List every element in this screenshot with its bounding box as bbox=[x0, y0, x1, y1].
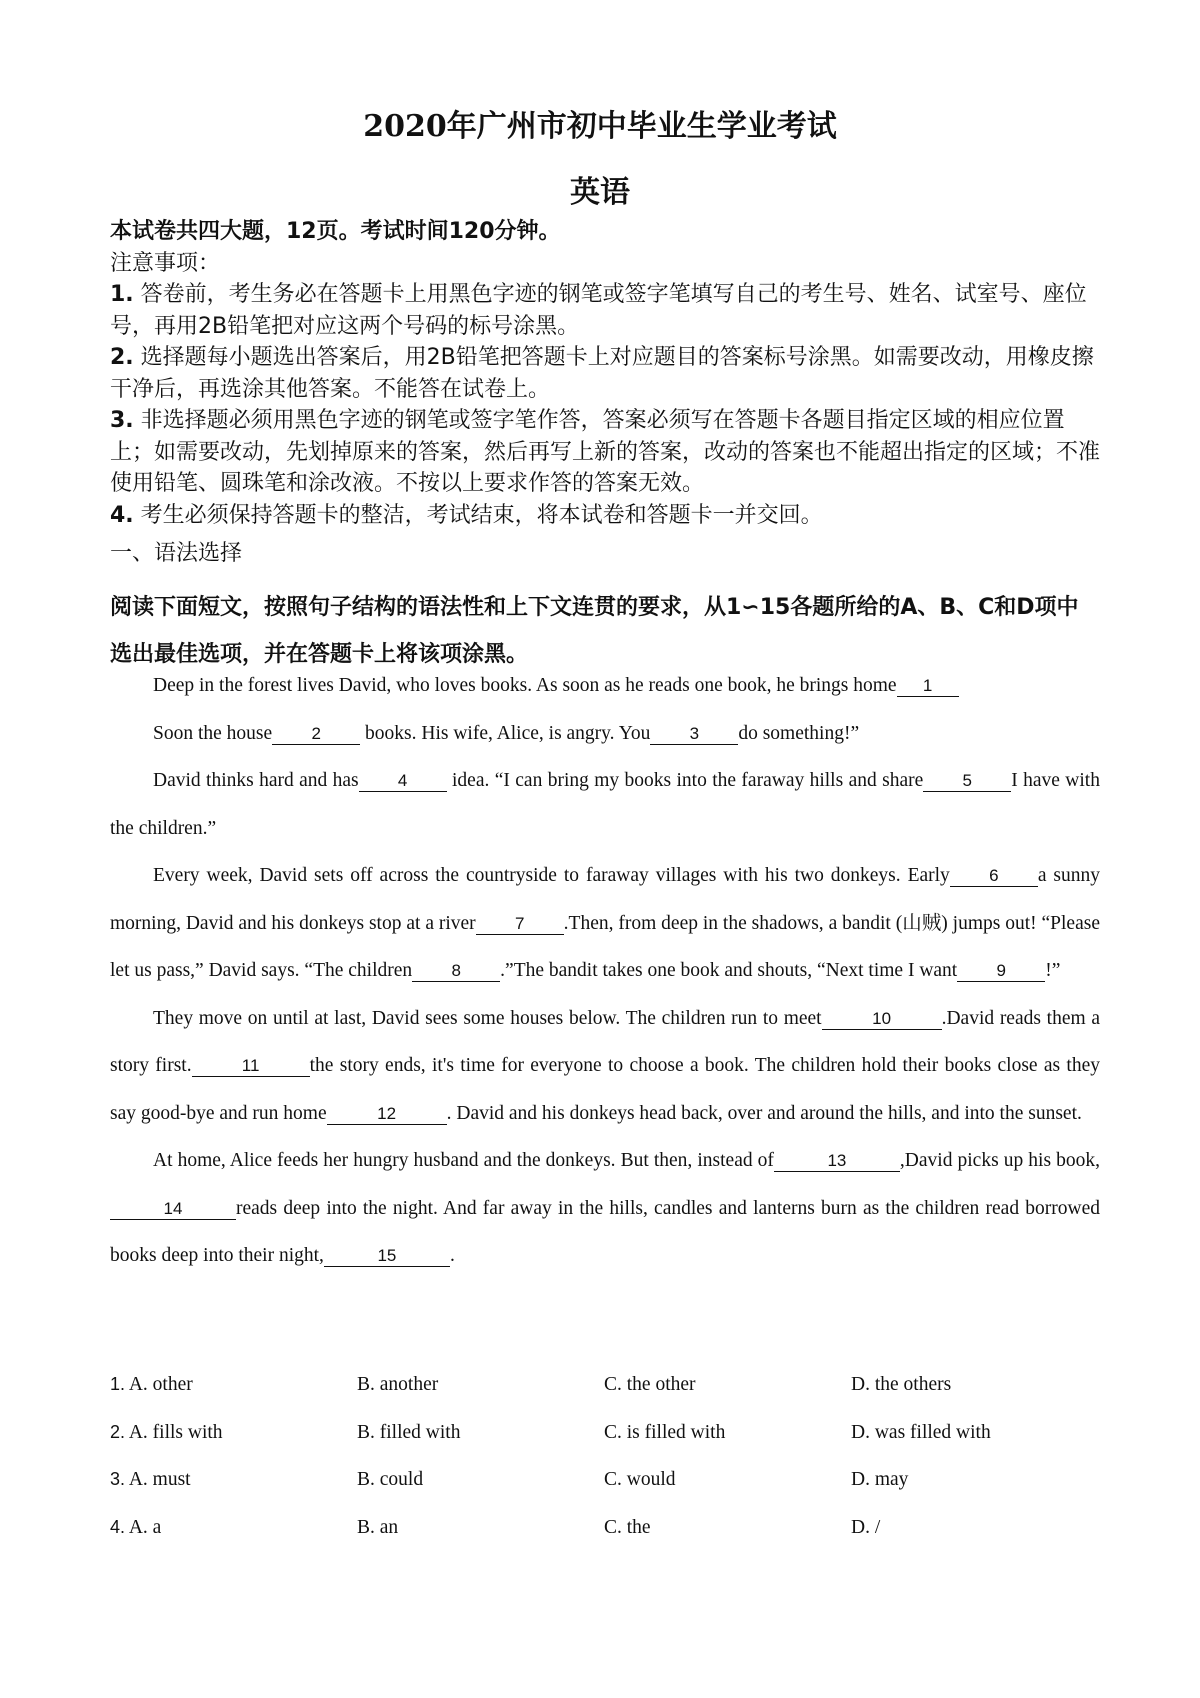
option-b: B. filled with bbox=[357, 1421, 461, 1443]
notice-item bbox=[110, 405, 1100, 500]
answer-blank: 14 bbox=[110, 1199, 236, 1220]
passage-text: do something!” bbox=[738, 722, 860, 744]
option-text: A. a bbox=[128, 1516, 162, 1538]
section-title: 一、语法选择 bbox=[110, 541, 243, 566]
answer-blank: 7 bbox=[476, 914, 564, 935]
option-a bbox=[110, 1469, 191, 1491]
passage-text: .”The bandit takes one book and shouts, “Next time I want bbox=[500, 960, 958, 981]
exam-subject: 英语 bbox=[570, 175, 630, 210]
notice-item bbox=[110, 279, 1100, 342]
answer-blank: 8 bbox=[412, 961, 500, 982]
notice-item-text: 考生必须保持答题卡的整洁，考试结束，将本试卷和答题卡一并交回。 bbox=[140, 502, 823, 528]
option-row bbox=[110, 1374, 1110, 1422]
passage-text: .Then, from deep in the shadows, a bandit (山贼) jumps out! “Please let us pass,” David says. “The children bbox=[110, 912, 1100, 981]
passage-text: idea. “I can bring my books into the faraway hills and share bbox=[446, 770, 924, 791]
answer-options bbox=[110, 1374, 1110, 1564]
answer-blank: 6 bbox=[950, 866, 1038, 887]
question-number: 3. bbox=[110, 1469, 126, 1489]
reading-passage bbox=[110, 662, 1100, 1280]
answer-blank: 4 bbox=[359, 771, 447, 792]
answer-blank: 5 bbox=[923, 771, 1011, 792]
passage-text: ,David picks up his book, bbox=[899, 1150, 1101, 1171]
option-c: C. the bbox=[604, 1516, 651, 1538]
notice-item-number: 1. bbox=[110, 282, 134, 307]
notice-label: 注意事项： bbox=[110, 250, 221, 276]
passage-text: . bbox=[449, 1245, 455, 1266]
option-row bbox=[110, 1469, 1110, 1517]
option-text: A. other bbox=[128, 1374, 193, 1395]
answer-blank: 13 bbox=[774, 1151, 900, 1172]
notice-item-number: 4. bbox=[110, 502, 134, 528]
option-text: A. must bbox=[128, 1469, 191, 1490]
answer-blank: 15 bbox=[324, 1246, 450, 1267]
notice-item bbox=[110, 500, 1100, 532]
answer-blank: 3 bbox=[650, 724, 738, 745]
passage-text: David thinks hard and has bbox=[153, 770, 359, 791]
passage-paragraph bbox=[110, 852, 1100, 995]
passage-paragraph bbox=[110, 995, 1100, 1138]
section-directions: 阅读下面短文，按照句子结构的语法性和上下文连贯的要求，从1∽15各题所给的A、B、C和D项中选出最佳选项，并在答题卡上将该项涂黑。 bbox=[110, 595, 1079, 667]
passage-text: At home, Alice feeds her hungry husband and the donkeys. But then, instead of bbox=[153, 1150, 774, 1171]
option-a bbox=[110, 1374, 193, 1396]
notice-item-text: 答卷前，考生务必在答题卡上用黑色字迹的钢笔或签字笔填写自己的考生号、姓名、试室号、座位号，再用2B铅笔把对应这两个号码的标号涂黑。 bbox=[110, 282, 1087, 339]
option-d: D. was filled with bbox=[851, 1421, 991, 1443]
question-number: 2. bbox=[110, 1421, 126, 1442]
passage-text: Every week, David sets off across the countryside to faraway villages with his two donkeys. Early bbox=[153, 865, 950, 886]
passage-text: reads deep into the night. And far away in the hills, candles and lanterns burn as the children read borrowed books deep into their night, bbox=[110, 1197, 1100, 1266]
option-d: D. may bbox=[851, 1469, 909, 1490]
option-a bbox=[110, 1422, 223, 1444]
instructions-intro: 本试卷共四大题，12页。考试时间120分钟。 bbox=[110, 219, 561, 244]
option-row bbox=[110, 1517, 1110, 1565]
option-d: D. the others bbox=[851, 1374, 952, 1395]
option-text: A. fills with bbox=[128, 1421, 223, 1443]
notice-item bbox=[110, 342, 1100, 405]
instructions bbox=[110, 216, 1100, 531]
question-number: 4. bbox=[110, 1516, 126, 1537]
passage-paragraph bbox=[110, 710, 1100, 758]
exam-title: 2020年广州市初中毕业生学业考试 bbox=[363, 109, 837, 144]
option-b: B. an bbox=[357, 1516, 399, 1538]
option-row bbox=[110, 1422, 1110, 1470]
passage-text: a sunny morning, David and his donkeys stop at a river bbox=[110, 865, 1100, 934]
passage-paragraph bbox=[110, 757, 1100, 852]
passage-text: Deep in the forest lives David, who loves books. As soon as he reads one book, he brings home bbox=[153, 675, 897, 696]
option-c: C. the other bbox=[604, 1374, 696, 1395]
passage-text: .David reads them a story first. bbox=[110, 1007, 1100, 1076]
answer-blank: 9 bbox=[957, 961, 1045, 982]
notice-item-text: 非选择题必须用黑色字迹的钢笔或签字笔作答，答案必须写在答题卡各题目指定区域的相应位置上；如需要改动，先划掉原来的答案，然后再写上新的答案，改动的答案也不能超出指定的区域；不准使用铅笔、圆珠笔和涂改液。不按以上要求作答的答案无效。 bbox=[110, 408, 1101, 496]
option-b: B. could bbox=[357, 1469, 424, 1490]
passage-text: books. His wife, Alice, is angry. You bbox=[360, 722, 651, 744]
passage-text: !” bbox=[1045, 960, 1061, 981]
option-d: D. / bbox=[851, 1516, 881, 1538]
passage-text: I have with the children.” bbox=[110, 770, 1100, 839]
answer-blank: 11 bbox=[192, 1056, 310, 1077]
notice-item-text: 选择题每小题选出答案后，用2B铅笔把答题卡上对应题目的答案标号涂黑。如需要改动，用橡皮擦干净后，再选涂其他答案。不能答在试卷上。 bbox=[110, 345, 1094, 402]
option-b: B. another bbox=[357, 1374, 439, 1395]
passage-text: . David and his donkeys head back, over and around the hills, and into the sunset. bbox=[446, 1102, 1082, 1124]
passage-text: the story ends, it's time for everyone to choose a book. The children hold their books close as they say good-bye and run home bbox=[110, 1055, 1100, 1124]
notice-item-number: 2. bbox=[110, 345, 134, 370]
answer-blank: 1 bbox=[897, 676, 959, 697]
option-c: C. would bbox=[604, 1469, 676, 1490]
passage-text: They move on until at last, David sees some houses below. The children run to meet bbox=[153, 1007, 822, 1029]
notice-item-number: 3. bbox=[110, 408, 134, 433]
passage-text: Soon the house bbox=[153, 722, 273, 744]
passage-paragraph bbox=[110, 1137, 1100, 1280]
option-c: C. is filled with bbox=[604, 1421, 726, 1443]
answer-blank: 10 bbox=[822, 1009, 942, 1030]
answer-blank: 2 bbox=[272, 724, 360, 745]
question-number: 1. bbox=[110, 1374, 126, 1394]
passage-paragraph bbox=[110, 662, 1100, 710]
option-a bbox=[110, 1517, 161, 1539]
answer-blank: 12 bbox=[327, 1104, 447, 1125]
